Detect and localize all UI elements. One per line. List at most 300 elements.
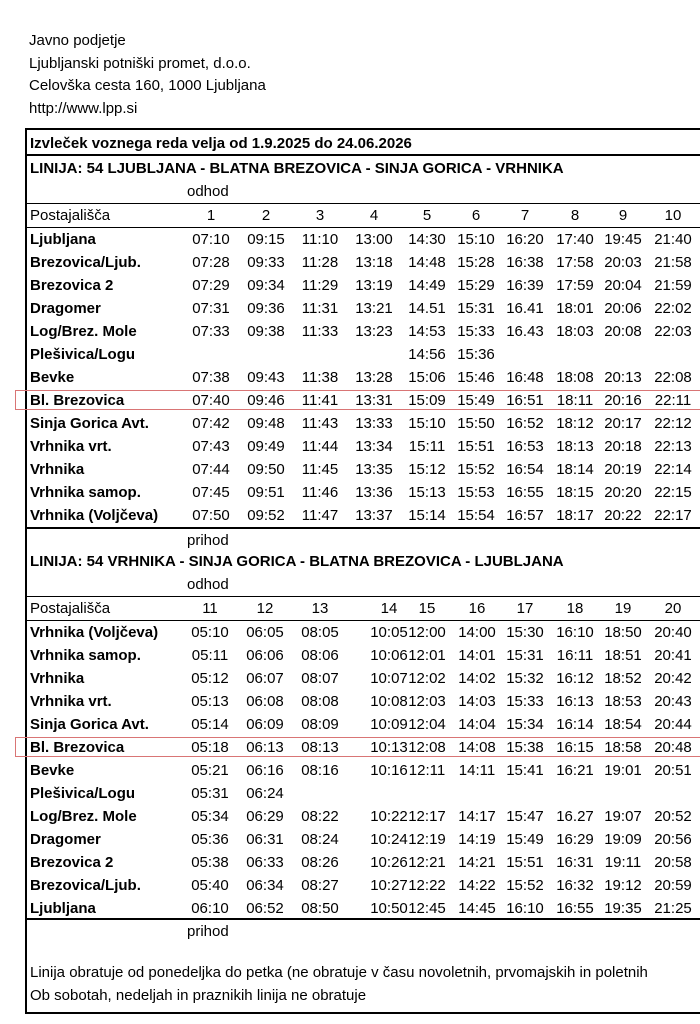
departure-time: 22:17 (654, 507, 692, 524)
departure-time: 18:14 (556, 461, 594, 478)
departure-time: 15:32 (506, 670, 544, 687)
departure-time: 18:51 (604, 647, 642, 664)
stop-name: Vrhnika (Voljčeva) (30, 507, 159, 524)
timetable-row (27, 690, 700, 713)
timetable-row (27, 228, 700, 251)
departure-number: 20 (664, 600, 682, 617)
departure-time: 06:05 (246, 624, 284, 641)
company-header (29, 30, 266, 120)
departure-time: 09:36 (247, 300, 285, 317)
departure-time: 16.41 (506, 300, 544, 317)
departure-time: 19:09 (604, 831, 642, 848)
section2-odhod: odhod (187, 576, 229, 593)
departure-time: 19:07 (604, 808, 642, 825)
departure-time: 17:58 (556, 254, 594, 271)
stop-name: Ljubljana (30, 900, 96, 917)
departure-time: 20:48 (654, 739, 692, 756)
departure-number: 7 (520, 207, 530, 224)
stop-name: Sinja Gorica Avt. (30, 415, 149, 432)
stop-name: Bevke (30, 369, 75, 386)
departure-time: 19:12 (604, 877, 642, 894)
departure-time: 07:28 (192, 254, 230, 271)
departure-time: 09:43 (247, 369, 285, 386)
departure-time: 16:53 (506, 438, 544, 455)
departure-time: 20:52 (654, 808, 692, 825)
departure-time: 10:22 (370, 808, 408, 825)
departure-time: 15:31 (506, 647, 544, 664)
departure-time: 14:17 (458, 808, 496, 825)
departure-number: 4 (369, 207, 379, 224)
departure-time: 07:31 (192, 300, 230, 317)
departure-time: 19:01 (604, 762, 642, 779)
departure-time: 20:51 (654, 762, 692, 779)
departure-time: 16:21 (556, 762, 594, 779)
departure-time: 15:47 (506, 808, 544, 825)
departure-time: 08:26 (301, 854, 339, 871)
departure-time: 16:15 (556, 739, 594, 756)
departure-number: 5 (422, 207, 432, 224)
departure-time: 05:11 (191, 647, 229, 664)
stop-name: Brezovica 2 (30, 854, 114, 871)
stop-name: Dragomer (30, 831, 101, 848)
departure-time: 11:38 (301, 369, 339, 386)
departure-time: 05:34 (191, 808, 229, 825)
departure-time: 08:06 (301, 647, 339, 664)
departure-time: 13:36 (355, 484, 393, 501)
departure-time: 15:06 (408, 369, 446, 386)
departure-time: 16:14 (556, 716, 594, 733)
departure-time: 11:29 (301, 277, 339, 294)
timetable-row (27, 504, 700, 527)
departure-time: 20:17 (604, 415, 642, 432)
timetable-row (27, 481, 700, 504)
departure-time: 22:08 (654, 369, 692, 386)
operation-note: Linija obratuje od ponedeljka do petka (ne obratuje v času novoletnih, prvomajskih in poletnih (30, 964, 648, 981)
departure-number: 19 (614, 600, 632, 617)
stop-name: Plešivica/Logu (30, 785, 136, 802)
departure-time: 13:21 (355, 300, 393, 317)
departure-time: 16:10 (506, 900, 544, 917)
departure-time: 11:41 (301, 392, 339, 409)
departure-time: 10:50 (370, 900, 408, 917)
section1-title: LINIJA: 54 LJUBLJANA - BLATNA BREZOVICA - SINJA GORICA - VRHNIKA (30, 160, 564, 177)
departure-time: 15:51 (457, 438, 495, 455)
stop-name: Vrhnika (30, 670, 85, 687)
departure-time: 11:43 (301, 415, 339, 432)
departure-time: 20:19 (604, 461, 642, 478)
stop-name: Brezovica/Ljub. (30, 254, 141, 271)
departure-time: 10:16 (370, 762, 408, 779)
departure-time: 12:00 (408, 624, 446, 641)
departure-time: 15:09 (408, 392, 446, 409)
departure-time: 14:01 (458, 647, 496, 664)
stop-name: Vrhnika vrt. (30, 693, 112, 710)
departure-time: 16:32 (556, 877, 594, 894)
departure-time: 16:54 (506, 461, 544, 478)
departure-time: 06:24 (246, 785, 284, 802)
departure-time: 08:50 (301, 900, 339, 917)
departure-time: 16:10 (556, 624, 594, 641)
departure-time: 16:29 (556, 831, 594, 848)
departure-time: 09:48 (247, 415, 285, 432)
departure-time: 07:10 (192, 231, 230, 248)
timetable-row (27, 621, 700, 644)
departure-time: 20:03 (604, 254, 642, 271)
departure-time: 20:18 (604, 438, 642, 455)
departure-time: 15:49 (506, 831, 544, 848)
stop-name: Plešivica/Logu (30, 346, 136, 363)
departure-time: 05:13 (191, 693, 229, 710)
departure-time: 22:13 (654, 438, 692, 455)
stop-name: Vrhnika samop. (30, 647, 141, 664)
departure-time: 13:19 (355, 277, 393, 294)
departure-time: 16:57 (506, 507, 544, 524)
departure-time: 13:23 (355, 323, 393, 340)
validity-title: Izvleček voznega reda velja od 1.9.2025 do 24.06.2026 (30, 135, 412, 152)
departure-number: 8 (570, 207, 580, 224)
departure-number: 11 (202, 600, 218, 617)
departure-number: 13 (311, 600, 329, 617)
departure-time: 22:15 (654, 484, 692, 501)
departure-time: 15:38 (506, 739, 544, 756)
departure-time: 16:13 (556, 693, 594, 710)
departure-time: 16:52 (506, 415, 544, 432)
section2-prihod: prihod (187, 923, 229, 940)
departure-time: 07:44 (192, 461, 230, 478)
departure-time: 07:43 (192, 438, 230, 455)
departure-time: 16:38 (506, 254, 544, 271)
departure-time: 19:11 (604, 854, 642, 871)
timetable-frame (25, 128, 700, 1014)
stop-name: Vrhnika (30, 461, 85, 478)
departure-time: 14:19 (458, 831, 496, 848)
departure-time: 09:33 (247, 254, 285, 271)
departure-time: 18:08 (556, 369, 594, 386)
departure-number: 15 (418, 600, 436, 617)
departure-time: 15:41 (506, 762, 544, 779)
departure-time: 20:08 (604, 323, 642, 340)
departure-time: 09:46 (247, 392, 285, 409)
departure-number: 14 (380, 600, 398, 617)
stop-name: Brezovica/Ljub. (30, 877, 141, 894)
departure-time: 13:33 (355, 415, 393, 432)
departure-time: 15:46 (457, 369, 495, 386)
departure-time: 14:53 (408, 323, 446, 340)
departure-time: 06:10 (191, 900, 229, 917)
departure-number: 3 (315, 207, 325, 224)
section2-header-row (27, 597, 700, 620)
departure-time: 11:31 (301, 300, 339, 317)
departure-time: 12:45 (408, 900, 446, 917)
departure-time: 13:18 (355, 254, 393, 271)
stop-name: Vrhnika vrt. (30, 438, 112, 455)
departure-time: 14.51 (408, 300, 446, 317)
departure-time: 13:34 (355, 438, 393, 455)
departure-time: 20:04 (604, 277, 642, 294)
departure-number: 16 (468, 600, 486, 617)
departure-time: 15:29 (457, 277, 495, 294)
departure-time: 11:47 (301, 507, 339, 524)
stop-name: Dragomer (30, 300, 101, 317)
departure-time: 05:14 (191, 716, 229, 733)
departure-time: 15:52 (506, 877, 544, 894)
company-address: Celovška cesta 160, 1000 Ljubljana (29, 77, 266, 94)
departure-time: 15:36 (457, 346, 495, 363)
timetable-row (27, 343, 700, 366)
departure-time: 15:34 (506, 716, 544, 733)
departure-time: 09:49 (247, 438, 285, 455)
departure-time: 18:15 (556, 484, 594, 501)
timetable-row (27, 713, 700, 736)
departure-time: 09:38 (247, 323, 285, 340)
departure-time: 08:13 (301, 739, 339, 756)
departure-time: 17:59 (556, 277, 594, 294)
departure-time: 10:24 (370, 831, 408, 848)
departure-time: 18:52 (604, 670, 642, 687)
departure-time: 20:43 (654, 693, 692, 710)
departure-time: 08:24 (301, 831, 339, 848)
timetable-row (27, 874, 700, 897)
departure-time: 10:09 (370, 716, 408, 733)
departure-time: 18:13 (556, 438, 594, 455)
company-line-2: Ljubljanski potniški promet, d.o.o. (29, 54, 251, 72)
timetable-row (27, 320, 700, 343)
departure-time: 15:53 (457, 484, 495, 501)
departure-time: 12:17 (408, 808, 446, 825)
company-line-1: Javno podjetje (29, 32, 126, 49)
departure-time: 10:08 (370, 693, 408, 710)
departure-time: 18:50 (604, 624, 642, 641)
stop-name: Log/Brez. Mole (30, 323, 137, 340)
departure-time: 11:10 (301, 231, 339, 248)
departure-time: 20:22 (604, 507, 642, 524)
departure-time: 16.43 (506, 323, 544, 340)
departure-time: 20:44 (654, 716, 692, 733)
timetable-row (27, 828, 700, 851)
departure-time: 06:52 (246, 900, 284, 917)
stop-name: Sinja Gorica Avt. (30, 716, 149, 733)
departure-time: 09:15 (247, 231, 285, 248)
departure-time: 06:09 (246, 716, 284, 733)
departure-time: 14:56 (408, 346, 446, 363)
departure-time: 16:31 (556, 854, 594, 871)
departure-time: 16:55 (506, 484, 544, 501)
departure-time: 15:31 (457, 300, 495, 317)
stop-name: Ljubljana (30, 231, 96, 248)
departure-time: 22:14 (654, 461, 692, 478)
stop-name: Bevke (30, 762, 75, 779)
departure-time: 16.27 (556, 808, 594, 825)
departure-time: 06:13 (246, 739, 284, 756)
departure-time: 16:51 (506, 392, 544, 409)
departure-time: 11:45 (301, 461, 339, 478)
timetable-row (27, 435, 700, 458)
departure-time: 07:50 (192, 507, 230, 524)
departure-time: 16:39 (506, 277, 544, 294)
departure-time: 13:28 (355, 369, 393, 386)
departure-time: 05:36 (191, 831, 229, 848)
departure-time: 18:53 (604, 693, 642, 710)
section1-header-row (27, 204, 700, 227)
departure-time: 09:50 (247, 461, 285, 478)
company-website: http://www.lpp.si (29, 99, 138, 117)
departure-time: 08:22 (301, 808, 339, 825)
departure-time: 08:07 (301, 670, 339, 687)
departure-time: 05:10 (191, 624, 229, 641)
departure-time: 05:21 (191, 762, 229, 779)
departure-time: 06:06 (246, 647, 284, 664)
timetable-row (27, 274, 700, 297)
departure-time: 14:48 (408, 254, 446, 271)
departure-time: 12:11 (408, 762, 446, 779)
departure-time: 10:26 (370, 854, 408, 871)
departure-time: 14:30 (408, 231, 446, 248)
timetable-row (27, 736, 700, 759)
departure-time: 06:29 (246, 808, 284, 825)
stop-name: Vrhnika samop. (30, 484, 141, 501)
stops-column-header: Postajališča (30, 207, 111, 224)
departure-time: 13:31 (355, 392, 393, 409)
departure-time: 11:28 (301, 254, 339, 271)
departure-time: 12:21 (408, 854, 446, 871)
departure-time: 14:08 (458, 739, 496, 756)
departure-time: 15:13 (408, 484, 446, 501)
departure-time: 06:33 (246, 854, 284, 871)
departure-time: 09:34 (247, 277, 285, 294)
departure-time: 12:08 (408, 739, 446, 756)
departure-time: 18:54 (604, 716, 642, 733)
departure-time: 05:38 (191, 854, 229, 871)
departure-time: 08:08 (301, 693, 339, 710)
stop-name: Log/Brez. Mole (30, 808, 137, 825)
departure-time: 18:12 (556, 415, 594, 432)
departure-time: 16:12 (556, 670, 594, 687)
section1-odhod: odhod (187, 183, 229, 200)
departure-number: 18 (566, 600, 584, 617)
departure-time: 05:12 (191, 670, 229, 687)
timetable-row (27, 366, 700, 389)
departure-time: 08:09 (301, 716, 339, 733)
departure-time: 12:02 (408, 670, 446, 687)
departure-time: 14:21 (458, 854, 496, 871)
section1-prihod: prihod (187, 532, 229, 549)
departure-time: 15:51 (506, 854, 544, 871)
stop-name: Bl. Brezovica (30, 392, 125, 409)
departure-time: 12:22 (408, 877, 446, 894)
departure-time: 21:25 (654, 900, 692, 917)
departure-time: 09:52 (247, 507, 285, 524)
departure-time: 11:33 (301, 323, 339, 340)
departure-time: 18:11 (556, 392, 594, 409)
departure-time: 20:41 (654, 647, 692, 664)
weekend-note: Ob sobotah, nedeljah in praznikih linija ne obratuje (30, 987, 367, 1004)
timetable-row (27, 297, 700, 320)
departure-time: 20:42 (654, 670, 692, 687)
departure-time: 07:38 (192, 369, 230, 386)
departure-time: 07:42 (192, 415, 230, 432)
departure-time: 07:45 (192, 484, 230, 501)
departure-time: 16:48 (506, 369, 544, 386)
departure-time: 13:37 (355, 507, 393, 524)
departure-time: 22:03 (654, 323, 692, 340)
departure-time: 12:03 (408, 693, 446, 710)
departure-time: 15:54 (457, 507, 495, 524)
departure-number: 2 (261, 207, 271, 224)
departure-time: 15:28 (457, 254, 495, 271)
timetable-row (27, 782, 700, 805)
departure-time: 05:18 (191, 739, 229, 756)
departure-time: 15:11 (408, 438, 446, 455)
timetable-row (27, 667, 700, 690)
departure-time: 13:35 (355, 461, 393, 478)
timetable-row (27, 759, 700, 782)
departure-time: 08:27 (301, 877, 339, 894)
departure-time: 15:33 (506, 693, 544, 710)
timetable-row (27, 458, 700, 481)
departure-time: 11:44 (301, 438, 339, 455)
departure-time: 20:20 (604, 484, 642, 501)
departure-time: 17:40 (556, 231, 594, 248)
departure-time: 20:58 (654, 854, 692, 871)
departure-time: 22:12 (654, 415, 692, 432)
departure-time: 14:03 (458, 693, 496, 710)
departure-time: 20:59 (654, 877, 692, 894)
timetable-row (27, 805, 700, 828)
departure-time: 16:20 (506, 231, 544, 248)
departure-number: 1 (206, 207, 216, 224)
departure-time: 10:27 (370, 877, 408, 894)
departure-time: 22:11 (654, 392, 692, 409)
departure-time: 21:58 (654, 254, 692, 271)
departure-number: 10 (664, 207, 682, 224)
timetable-row (27, 251, 700, 274)
departure-time: 10:13 (370, 739, 408, 756)
stop-name: Bl. Brezovica (30, 739, 125, 756)
divider (27, 154, 700, 156)
departure-time: 15:30 (506, 624, 544, 641)
departure-time: 15:10 (457, 231, 495, 248)
timetable-row (27, 412, 700, 435)
timetable-row (27, 644, 700, 667)
timetable-row (27, 851, 700, 874)
departure-time: 06:07 (246, 670, 284, 687)
departure-time: 06:08 (246, 693, 284, 710)
departure-time: 05:31 (191, 785, 229, 802)
departure-time: 07:33 (192, 323, 230, 340)
departure-time: 15:50 (457, 415, 495, 432)
departure-time: 06:31 (246, 831, 284, 848)
departure-time: 07:40 (192, 392, 230, 409)
stop-name: Vrhnika (Voljčeva) (30, 624, 159, 641)
departure-time: 12:04 (408, 716, 446, 733)
departure-time: 22:02 (654, 300, 692, 317)
timetable-row (27, 897, 700, 920)
timetable-row (27, 389, 700, 412)
departure-time: 15:33 (457, 323, 495, 340)
departure-time: 14:04 (458, 716, 496, 733)
departure-time: 08:05 (301, 624, 339, 641)
departure-time: 20:16 (604, 392, 642, 409)
departure-time: 18:03 (556, 323, 594, 340)
departure-time: 13:00 (355, 231, 393, 248)
stop-name: Brezovica 2 (30, 277, 114, 294)
departure-time: 10:06 (370, 647, 408, 664)
section2-title: LINIJA: 54 VRHNIKA - SINJA GORICA - BLATNA BREZOVICA - LJUBLJANA (30, 553, 564, 570)
departure-time: 08:16 (301, 762, 339, 779)
departure-time: 19:45 (604, 231, 642, 248)
departure-time: 06:16 (246, 762, 284, 779)
departure-time: 06:34 (246, 877, 284, 894)
